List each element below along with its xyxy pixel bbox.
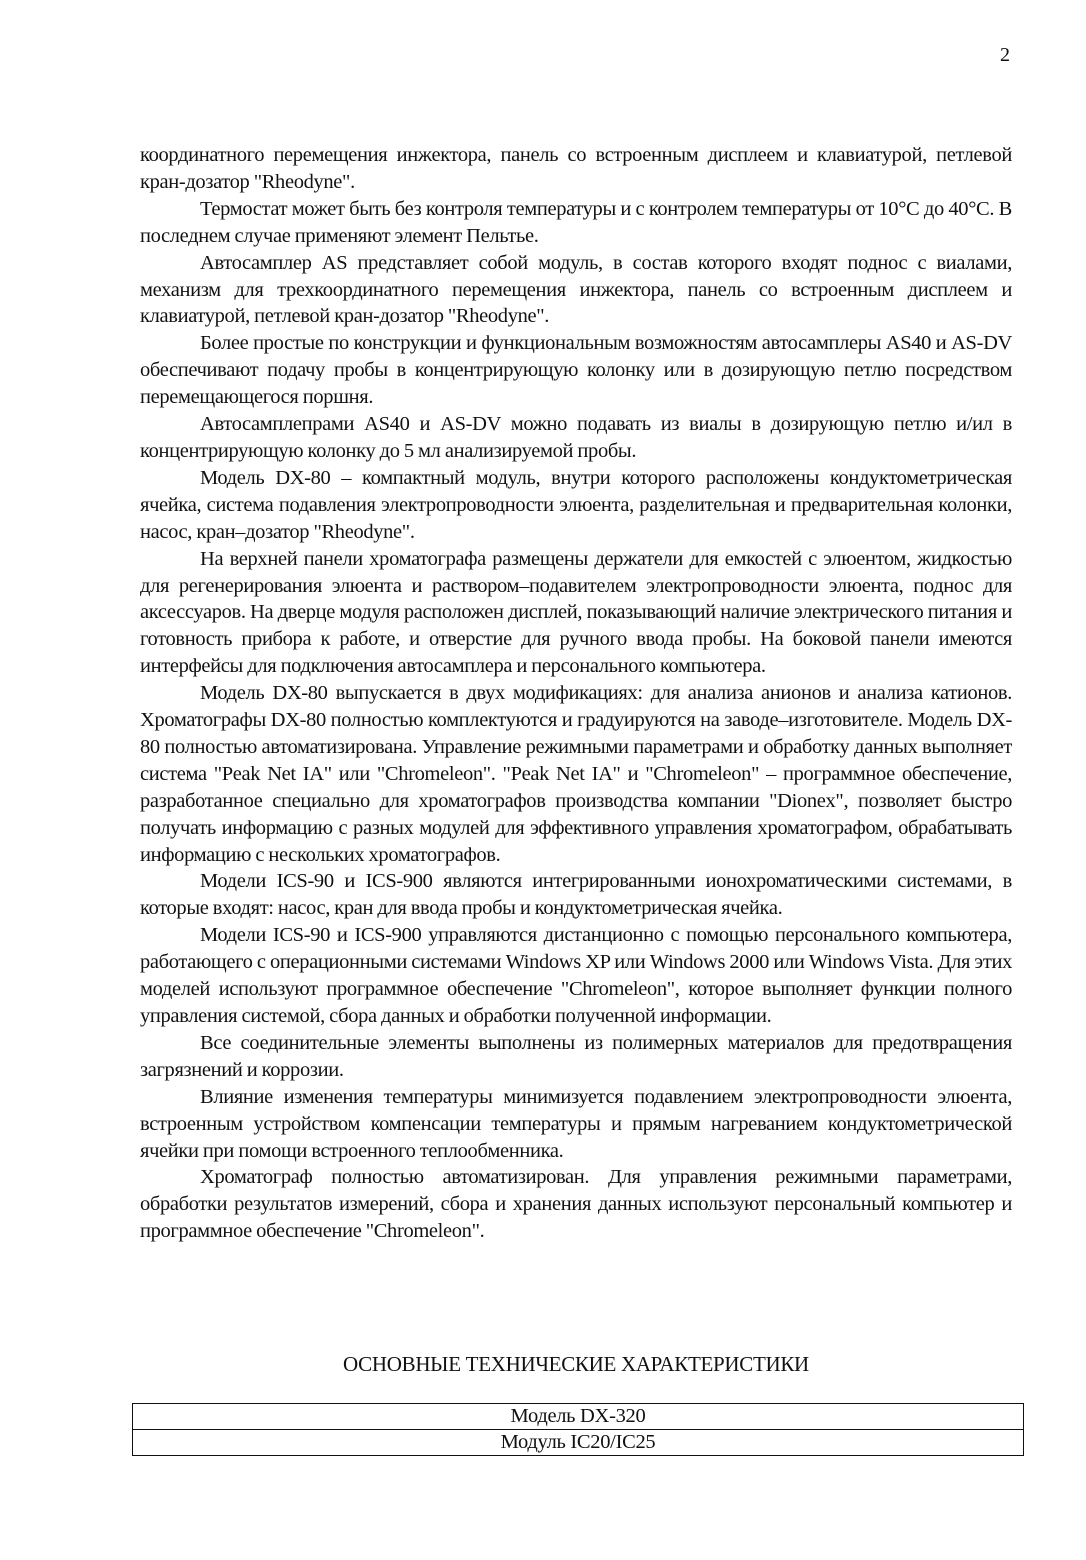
paragraph: Модели ICS-90 и ICS-900 являются интегрированными ионохроматическими системами, в которые входят: насос, кран для ввода пробы и кондуктометрическая ячейка. xyxy=(140,870,1012,920)
table-cell: Модуль IC20/IC25 xyxy=(133,1430,1024,1456)
body-text xyxy=(140,142,1012,1245)
paragraph: координатного перемещения инжектора, панель со встроенным дисплеем и клавиатурой, петлевой кран-дозатор "Rheodyne". xyxy=(140,144,1012,193)
paragraph: Модель DX-80 – компактный модуль, внутри которого расположены кондуктометрическая ячейка, система подавления электропроводности элюента, разделительная и предварительная колонки, насос, кран–дозатор "Rheodyne". xyxy=(140,466,1012,543)
paragraph: Влияние изменения температуры минимизуется подавлением электропроводности элюента, встроенным устройством компенсации температуры и прямым нагреванием кондуктометрической ячейки при помощи встроенного теплообменника. xyxy=(140,1085,1012,1162)
paragraph: На верхней панели хроматографа размещены держатели для емкостей с элюентом, жидкостью для регенерирования элюента и раствором–подавителем электропроводности элюента, поднос для аксессуаров. На дверце модуля расположен дисплей, показывающий наличие электрического питания и готовность прибора к работе, и отверстие для ручного ввода пробы. На боковой панели имеются интерфейсы для подключения автосамплера и персонального компьютера. xyxy=(140,547,1012,678)
paragraph: Более простые по конструкции и функциональным возможностям автосамплеры AS40 и AS-DV обеспечивают подачу пробы в концентрирующую колонку или в дозирующую петлю посредством перемещающегося поршня. xyxy=(140,332,1012,409)
paragraph: Автосамплер AS представляет собой модуль, в состав которого входят поднос с виалами, механизм для трехкоординатного перемещения инжектора, панель со встроенным дисплеем и клавиатурой, петлевой кран-дозатор "Rheodyne". xyxy=(140,251,1012,328)
paragraph: Модели ICS-90 и ICS-900 управляются дистанционно с помощью персонального компьютера, работающего с операционными системами Windows XP или Windows 2000 или Windows Vista. Для этих моделей используют программное обеспечение "Chromeleon", которое выполняет функции полного управления системой, сбора данных и обработки полученной информации. xyxy=(140,924,1012,1027)
paragraph: Термостат может быть без контроля температуры и с контролем температуры от 10°С до 40°С. В последнем случае применяют элемент Пельтье. xyxy=(140,197,1012,247)
paragraph: Автосамплепрами AS40 и AS-DV можно подавать из виалы в дозирующую петлю и/ил в концентрирующую колонку до 5 мл анализируемой пробы. xyxy=(140,413,1012,462)
table-cell: Модель DX-320 xyxy=(133,1404,1024,1430)
section-title: ОСНОВНЫЕ ТЕХНИЧЕСКИЕ ХАРАКТЕРИСТИКИ xyxy=(343,1352,809,1376)
paragraph: Модель DX-80 выпускается в двух модификациях: для анализа анионов и анализа катионов. Хроматографы DX-80 полностью комплектуются и градуируются на заводе–изготовителе. Модель DX-80 полностью автоматизирована. Управление режимными параметрами и обработку данных выполняет система "Peak Net IA" или "Chromeleon". "Peak Net IA" и "Chromeleon" – программное обеспечение, разработанное специально для хроматографов производства компании "Dionex", позволяет быстро получать информацию с разных модулей для эффективного управления хроматографом, обрабатывать информацию с нескольких хроматографов. xyxy=(140,682,1012,866)
spec-table xyxy=(132,1403,1024,1456)
paragraph: Хроматограф полностью автоматизирован. Для управления режимными параметрами, обработки результатов измерений, сбора и хранения данных используют персональный компьютер и программное обеспечение "Chromeleon". xyxy=(140,1166,1012,1243)
paragraph: Все соединительные элементы выполнены из полимерных материалов для предотвращения загрязнений и коррозии. xyxy=(140,1031,1012,1081)
page-number: 2 xyxy=(1000,44,1010,66)
table-row xyxy=(133,1430,1024,1456)
table-row xyxy=(133,1404,1024,1430)
